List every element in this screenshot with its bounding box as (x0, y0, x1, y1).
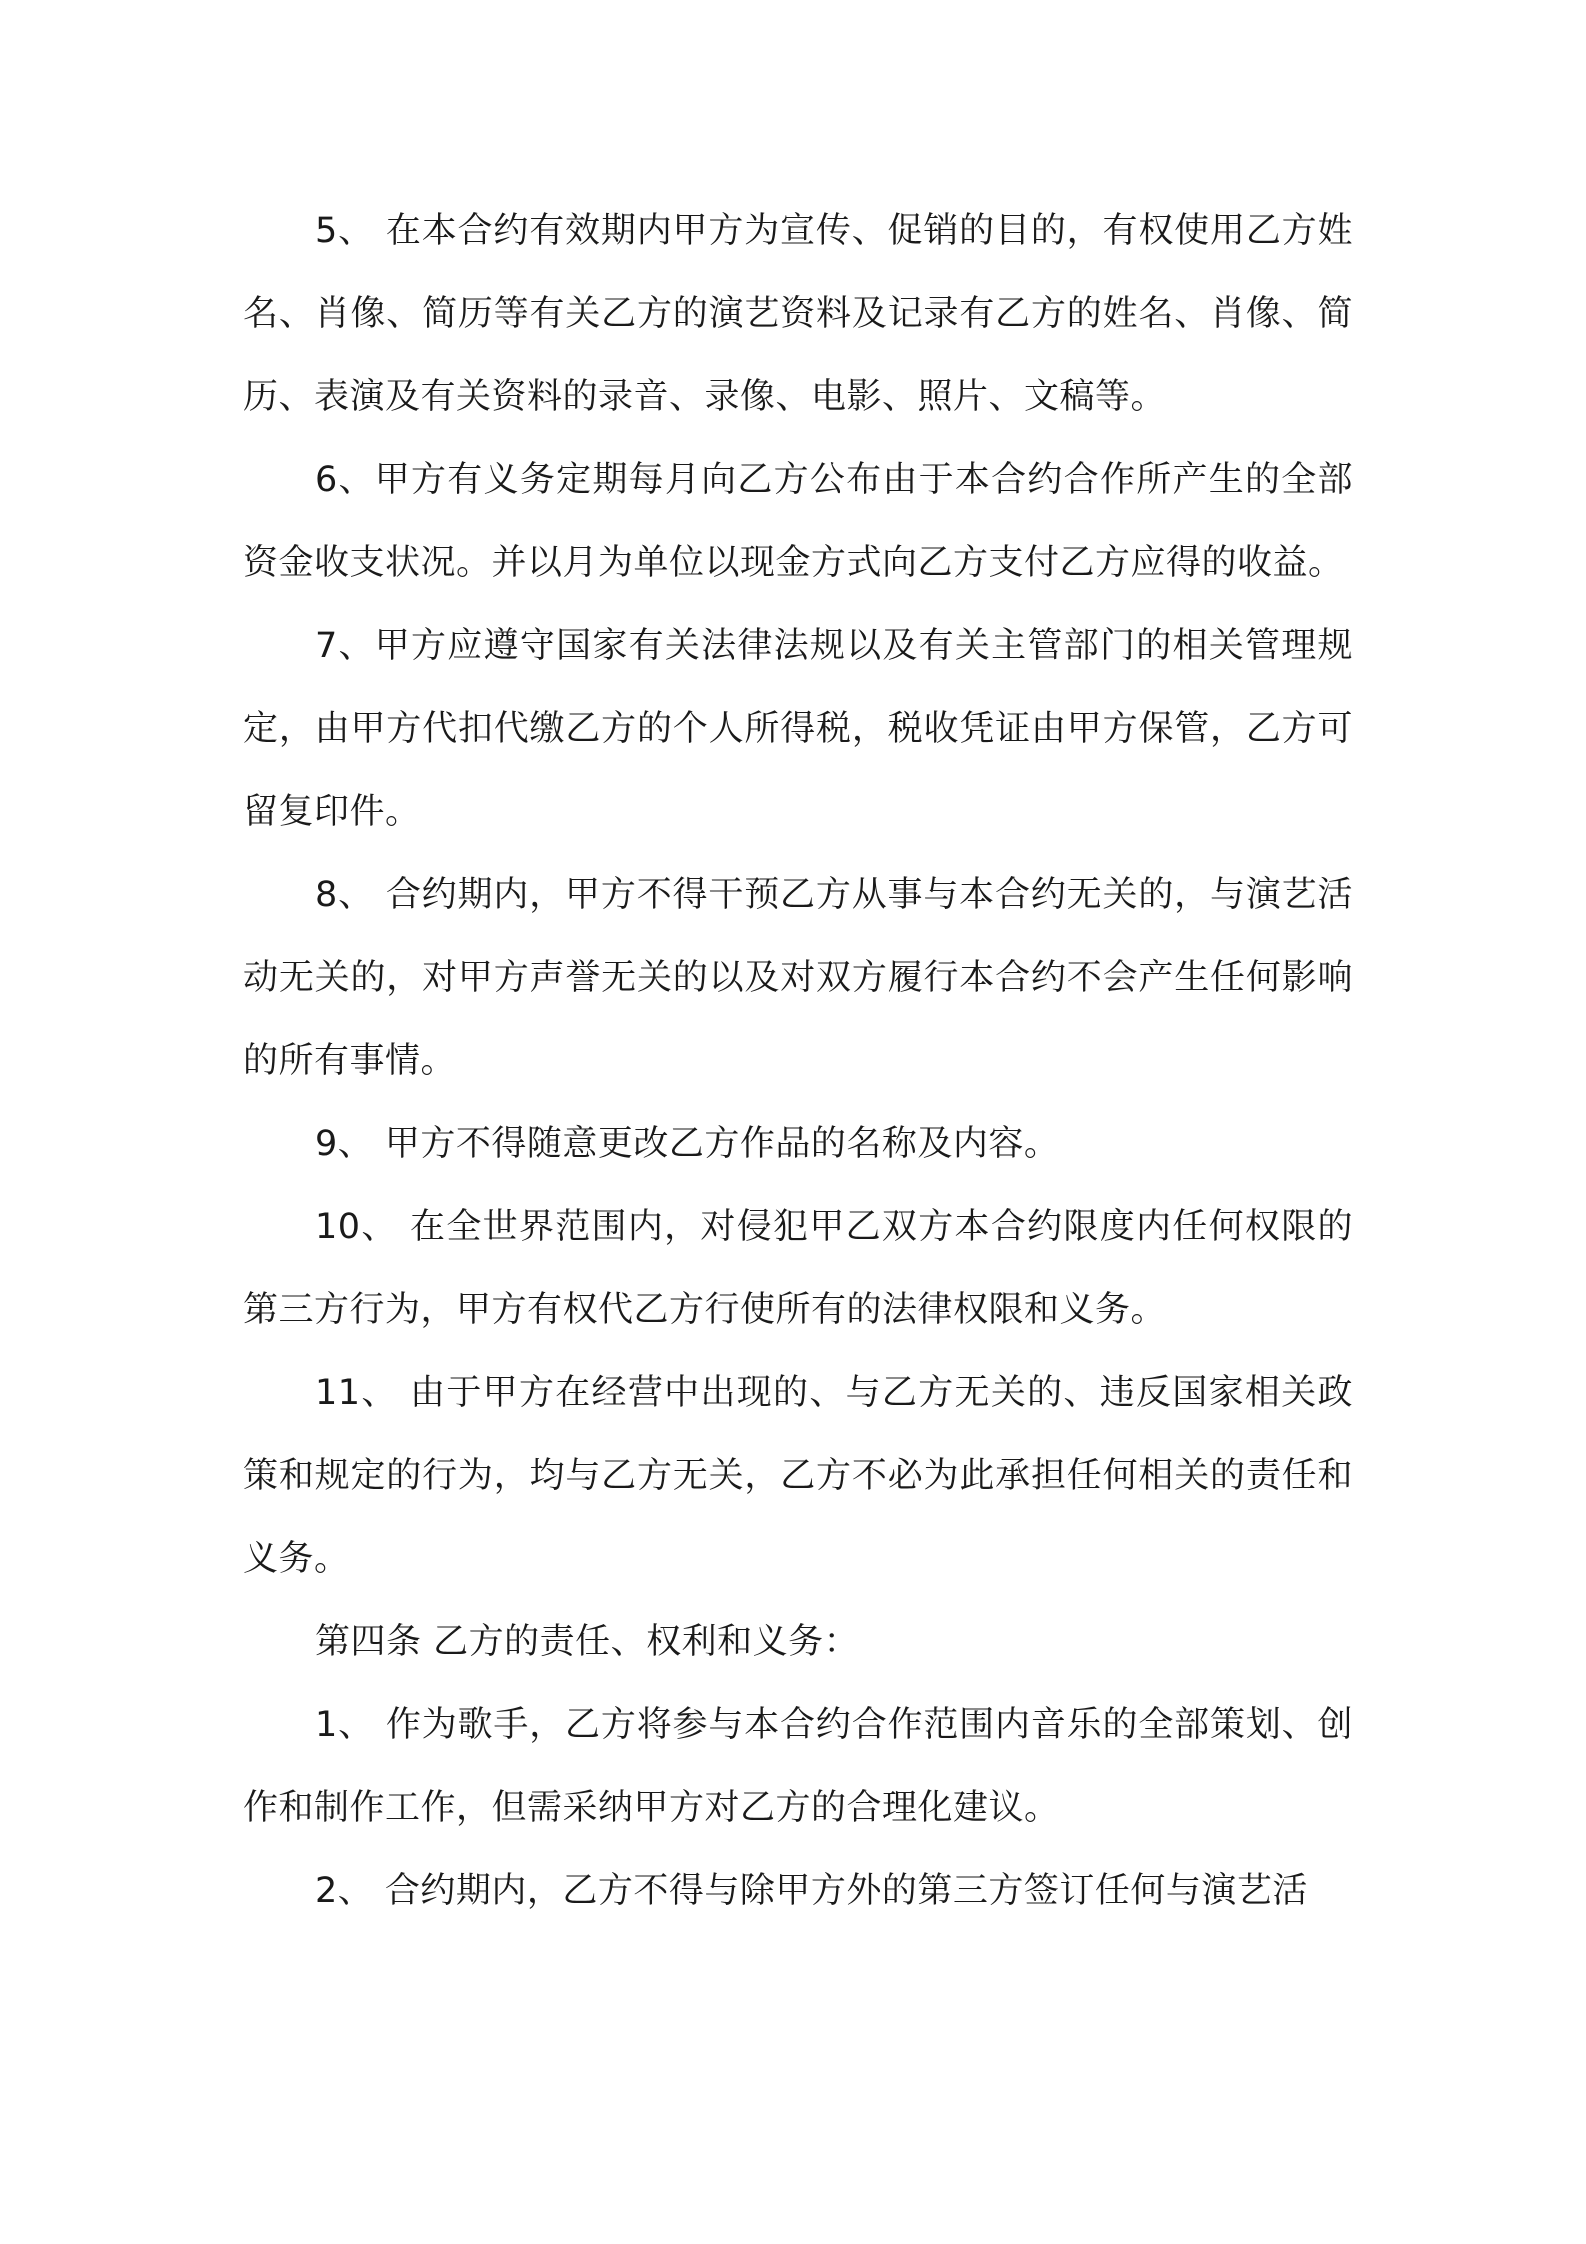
clause-5: 5、 在本合约有效期内甲方为宣传、促销的目的，有权使用乙方姓名、肖像、简历等有关乙方的演艺资料及记录有乙方的姓名、肖像、简历、表演及有关资料的录音、录像、电影、照片、文稿等。 (243, 211, 1353, 417)
clause-8: 8、 合约期内，甲方不得干预乙方从事与本合约无关的，与演艺活动无关的，对甲方声誉无关的以及对双方履行本合约不会产生任何影响的所有事情。 (243, 875, 1353, 1081)
clause-11: 11、 由于甲方在经营中出现的、与乙方无关的、违反国家相关政策和规定的行为，均与乙方无关，乙方不必为此承担任何相关的责任和义务。 (243, 1373, 1353, 1579)
article-4-clause-2: 2、 合约期内，乙方不得与除甲方外的第三方签订任何与演艺活 (315, 1871, 1308, 1911)
article-4-clause-1: 1、 作为歌手，乙方将参与本合约合作范围内音乐的全部策划、创作和制作工作，但需采纳甲方对乙方的合理化建议。 (243, 1705, 1353, 1828)
clause-9: 9、 甲方不得随意更改乙方作品的名称及内容。 (315, 1124, 1060, 1164)
clause-7: 7、甲方应遵守国家有关法律法规以及有关主管部门的相关管理规定，由甲方代扣代缴乙方的个人所得税，税收凭证由甲方保管，乙方可留复印件。 (243, 626, 1353, 832)
clause-6: 6、甲方有义务定期每月向乙方公布由于本合约合作所产生的全部资金收支状况。并以月为单位以现金方式向乙方支付乙方应得的收益。 (243, 460, 1353, 583)
clause-10: 10、 在全世界范围内，对侵犯甲乙双方本合约限度内任何权限的第三方行为，甲方有权代乙方行使所有的法律权限和义务。 (243, 1207, 1353, 1330)
section-heading-article-4: 第四条 乙方的责任、权利和义务： (315, 1622, 860, 1662)
document-body (243, 190, 1353, 1933)
